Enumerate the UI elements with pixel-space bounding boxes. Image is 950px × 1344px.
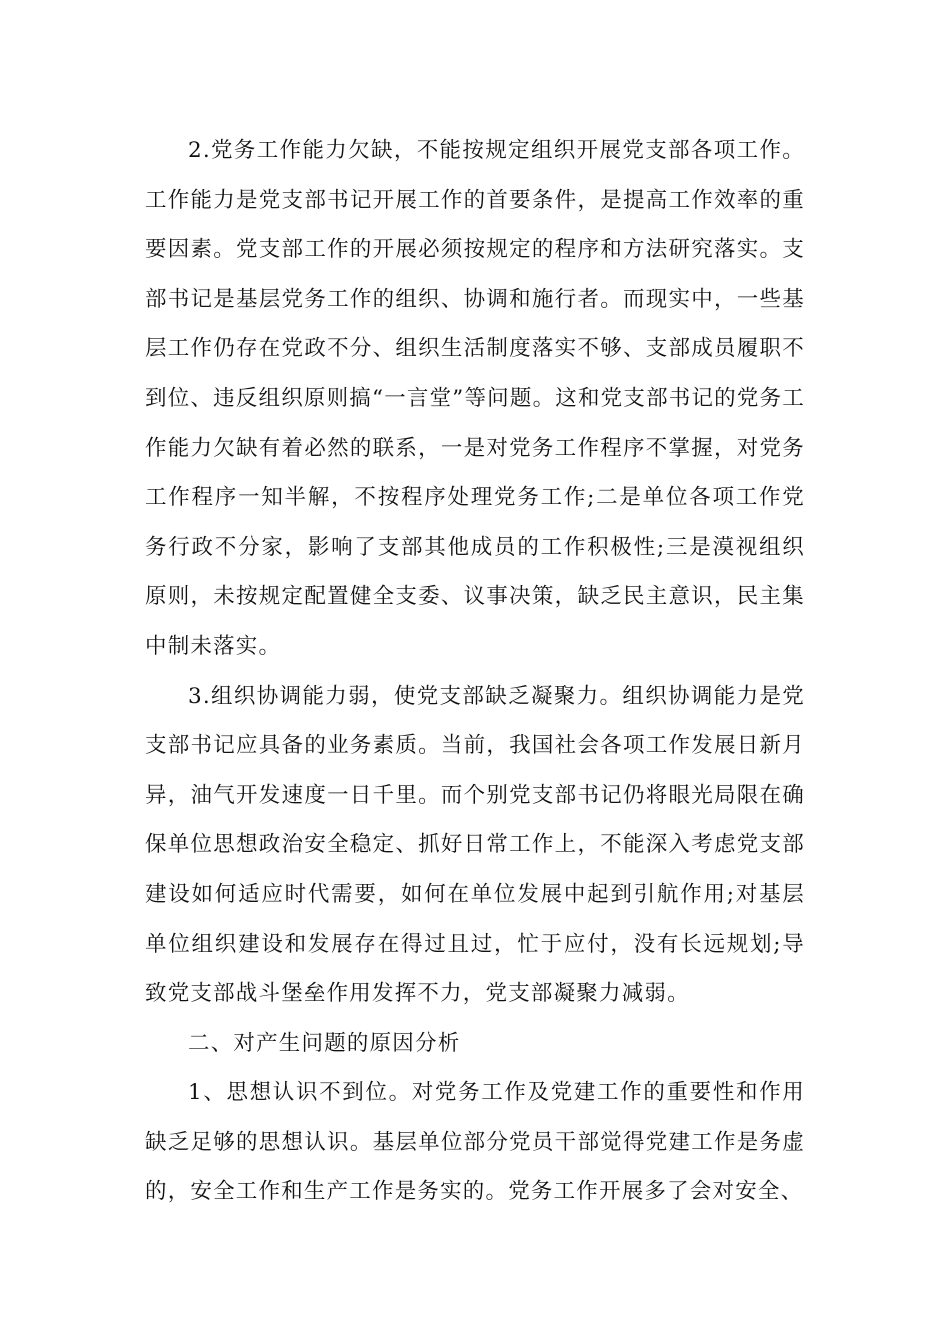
paragraph-ideological-awareness: 1、思想认识不到位。对党务工作及党建工作的重要性和作用缺乏足够的思想认识。基层单位部分党员干部觉得党建工作是务虚的，安全工作和生产工作是务实的。党务工作开展多了会对安全、 [145, 1080, 805, 1205]
document-body [145, 126, 805, 1217]
paragraph-coordination-ability: 3.组织协调能力弱，使党支部缺乏凝聚力。组织协调能力是党支部书记应具备的业务素质。当前，我国社会各项工作发展日新月异，油气开发速度一日千里。而个别党支部书记仍将眼光局限在确保单位思想政治安全稳定、抓好日常工作上，不能深入考虑党支部建设如何适应时代需要，如何在单位发展中起到引航作用;对基层单位组织建设和发展存在得过且过，忙于应付，没有长远规划;导致党支部战斗堡垒作用发挥不力，党支部凝聚力减弱。 [145, 683, 805, 1007]
paragraph-party-work-ability: 2.党务工作能力欠缺，不能按规定组织开展党支部各项工作。工作能力是党支部书记开展工作的首要条件，是提高工作效率的重要因素。党支部工作的开展必须按规定的程序和方法研究落实。支部书记是基层党务工作的组织、协调和施行者。而现实中，一些基层工作仍存在党政不分、组织生活制度落实不够、支部成员履职不到位、违反组织原则搞“一言堂”等问题。这和党支部书记的党务工作能力欠缺有着必然的联系，一是对党务工作程序不掌握，对党务工作程序一知半解，不按程序处理党务工作;二是单位各项工作党务行政不分家，影响了支部其他成员的工作积极性;三是漠视组织原则，未按规定配置健全支委、议事决策，缺乏民主意识，民主集中制未落实。 [145, 138, 805, 659]
section-heading-cause-analysis: 二、对产生问题的原因分析 [188, 1030, 461, 1056]
